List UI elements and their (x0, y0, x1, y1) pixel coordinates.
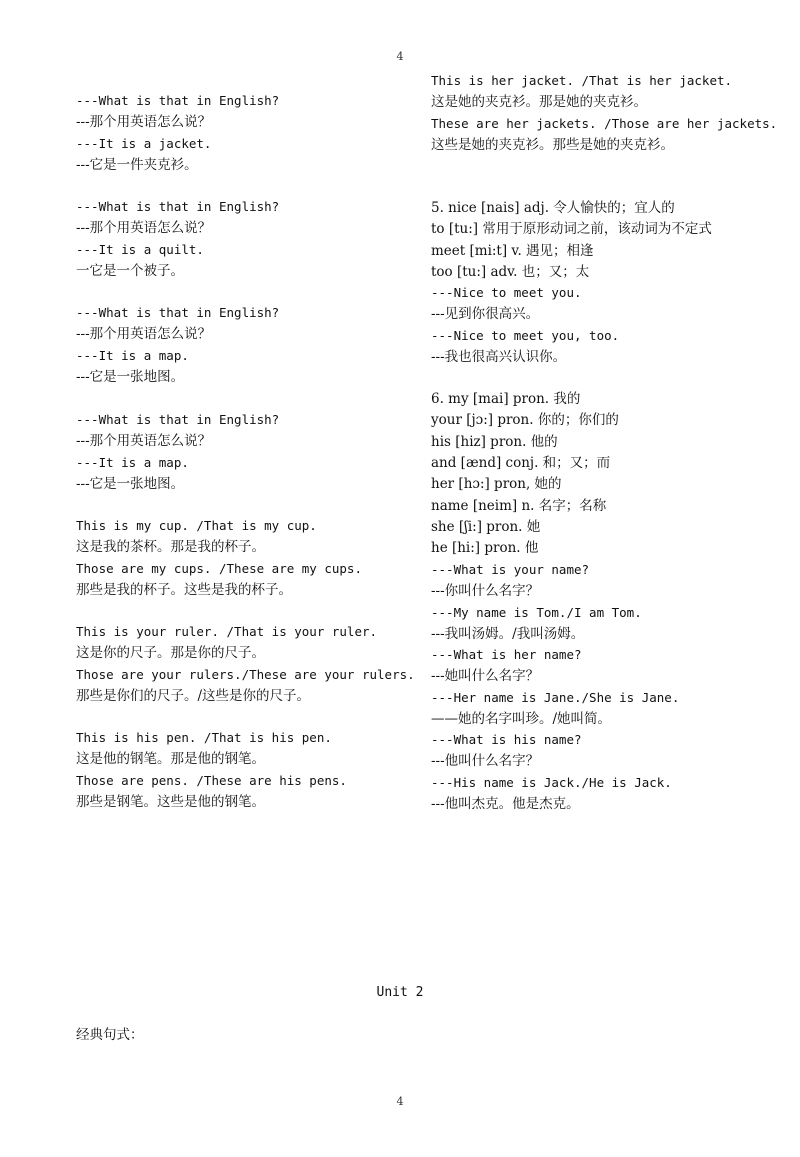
right-line: his [hiz] pron. 他的 (431, 434, 558, 450)
left-line: ---What is that in English? (76, 412, 280, 427)
right-line: your [jɔ:] pron. 你的；你们的 (431, 412, 619, 428)
right-line: and [ænd] conj. 和；又；而 (431, 455, 611, 471)
right-line: name [neim] n. 名字；名称 (431, 498, 607, 514)
right-line: ---His name is Jack./He is Jack. (431, 775, 672, 790)
right-line: ---Her name is Jane./She is Jane. (431, 690, 680, 705)
left-line: ---那个用英语怎么说？ (76, 220, 212, 236)
right-line: 这是她的夹克衫。那是她的夹克衫。 (431, 94, 647, 110)
left-line: ---What is that in English? (76, 93, 280, 108)
left-line: 那些是我的杯子。这些是我的杯子。 (76, 582, 292, 598)
left-line: ---那个用英语怎么说？ (76, 114, 212, 130)
left-line: This is his pen. /That is his pen. (76, 730, 332, 745)
section-heading: 经典句式： (76, 1027, 144, 1043)
right-line: to [tu:] 常用于原形动词之前，该动词为不定式 (431, 221, 712, 237)
right-line: 这些是她的夹克衫。那些是她的夹克衫。 (431, 137, 674, 153)
left-line: Those are my cups. /These are my cups. (76, 561, 362, 576)
left-line: 这是他的钢笔。那是他的钢笔。 (76, 751, 265, 767)
right-line: ---What is her name? (431, 647, 582, 662)
right-line: ---Nice to meet you. (431, 285, 582, 300)
left-line: ---It is a map. (76, 455, 189, 470)
right-line: she [ʃi:] pron. 她 (431, 519, 541, 535)
right-line: 5. nice [nais] adj. 令人愉快的；宜人的 (431, 200, 675, 216)
right-line: ---他叫什么名字？ (431, 753, 540, 769)
right-line: This is her jacket. /That is her jacket. (431, 73, 733, 88)
left-line: Those are your rulers./These are your rulers. (76, 667, 415, 682)
left-line: ---那个用英语怎么说？ (76, 326, 212, 342)
right-line: ---她叫什么名字？ (431, 668, 540, 684)
right-line: ---My name is Tom./I am Tom. (431, 605, 642, 620)
left-line: ---It is a jacket. (76, 136, 212, 151)
unit-title: Unit 2 (376, 985, 424, 1000)
left-line: Those are pens. /These are his pens. (76, 773, 347, 788)
right-line: he [hi:] pron. 他 (431, 540, 539, 556)
left-line: ---它是一张地图。 (76, 476, 185, 492)
left-line: ---It is a quilt. (76, 242, 204, 257)
right-line: ---What is his name? (431, 732, 582, 747)
left-line: 那些是钢笔。这些是他的钢笔。 (76, 794, 265, 810)
right-line: ---见到你很高兴。 (431, 306, 540, 322)
left-line: ---它是一件夹克衫。 (76, 157, 198, 173)
right-line: ---他叫杰克。他是杰克。 (431, 796, 580, 812)
left-line: ---那个用英语怎么说？ (76, 433, 212, 449)
right-line: too [tu:] adv. 也；又；太 (431, 264, 590, 280)
right-line: ---What is your name? (431, 562, 590, 577)
right-line: ---我叫汤姆。/我叫汤姆。 (431, 626, 585, 642)
right-line: meet [mi:t] v. 遇见；相逢 (431, 243, 594, 259)
right-line: ---你叫什么名字？ (431, 583, 540, 599)
page-number-top: 4 (396, 50, 404, 63)
left-line: 那些是你们的尺子。/这些是你的尺子。 (76, 688, 311, 704)
left-line: This is my cup. /That is my cup. (76, 518, 317, 533)
left-line: 这是你的尺子。那是你的尺子。 (76, 645, 265, 661)
left-line: This is your ruler. /That is your ruler. (76, 624, 378, 639)
right-line: her [hɔ:] pron, 她的 (431, 476, 562, 492)
right-line: These are her jackets. /Those are her jackets. (431, 116, 778, 131)
left-line: 一它是一个被子。 (76, 263, 184, 279)
page-number-bottom: 4 (396, 1095, 404, 1108)
left-line: 这是我的茶杯。那是我的杯子。 (76, 539, 265, 555)
left-line: ---It is a map. (76, 348, 189, 363)
right-line: ---Nice to meet you, too. (431, 328, 620, 343)
right-line: ——她的名字叫珍。/她叫简。 (431, 711, 612, 727)
left-line: ---What is that in English? (76, 305, 280, 320)
right-line: 6. my [mai] pron. 我的 (431, 391, 581, 407)
left-line: ---What is that in English? (76, 199, 280, 214)
right-line: ---我也很高兴认识你。 (431, 349, 567, 365)
left-line: ---它是一张地图。 (76, 369, 185, 385)
